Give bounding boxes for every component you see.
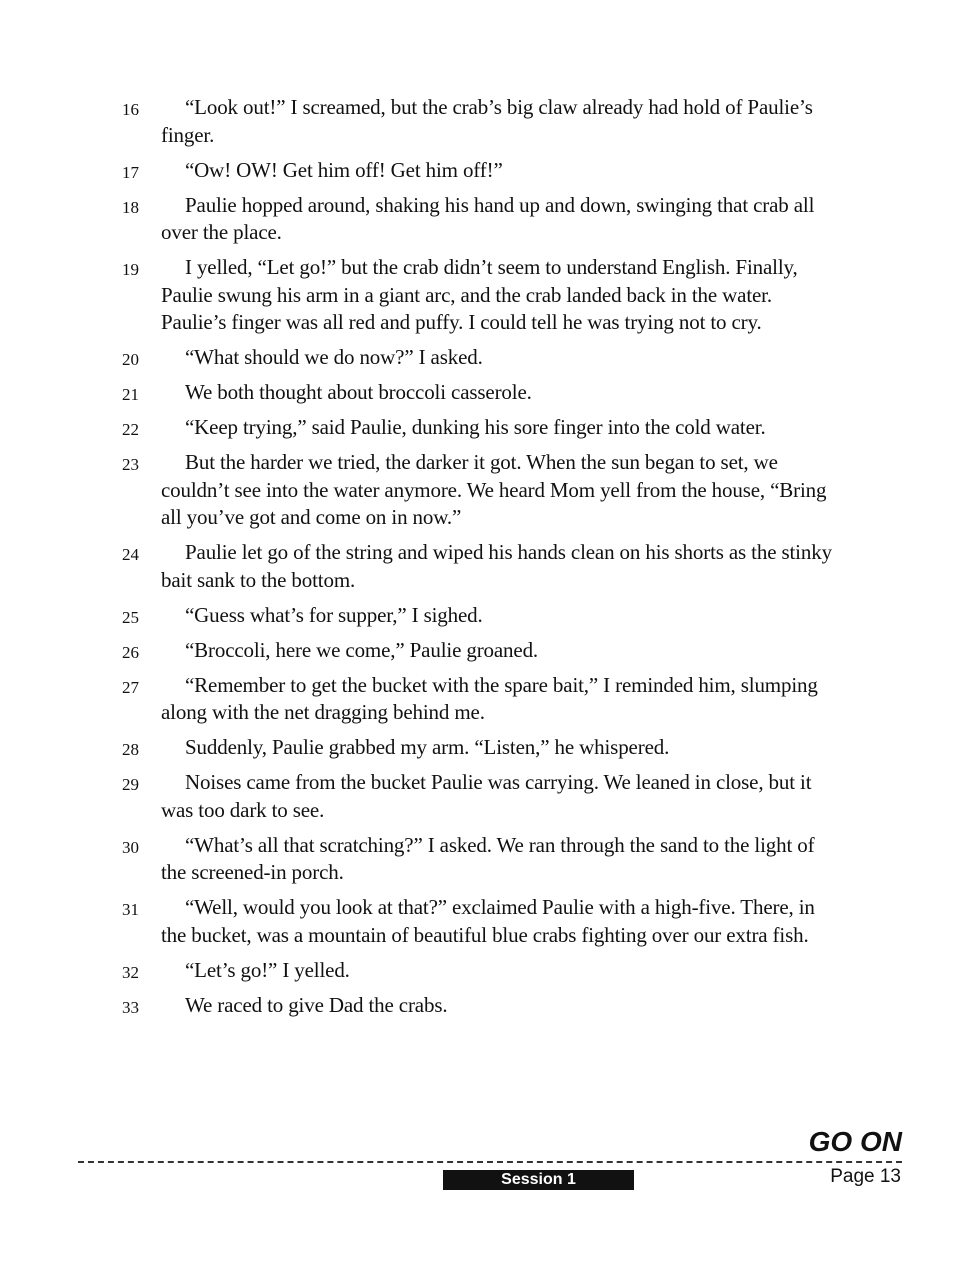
paragraph-text: Suddenly, Paulie grabbed my arm. “Listen,” he whispered. [185, 735, 670, 759]
paragraph-number: 25 [122, 607, 139, 627]
paragraph-number: 22 [122, 420, 139, 439]
session-label: Session 1 [443, 1170, 634, 1190]
paragraph [115, 539, 835, 594]
paragraph-text: But the harder we tried, the darker it got. When the sun began to set, we couldn’t see into the water anymore. We heard Mom yell from the house, “Bring all you’ve got and come on in now.” [161, 450, 827, 529]
paragraph-number: 28 [122, 740, 139, 759]
paragraph-text: Paulie hopped around, shaking his hand up and down, swinging that crab all over the place. [161, 192, 815, 244]
story-passage [115, 94, 835, 1027]
paragraph [115, 734, 835, 762]
paragraph-text: “Ow! OW! Get him off! Get him off!” [185, 157, 503, 182]
paragraph-text: “Remember to get the bucket with the spare bait,” I reminded him, slumping along with the net dragging behind me. [161, 672, 818, 724]
paragraph [115, 449, 835, 532]
paragraph-text: We both thought about broccoli casserole. [185, 380, 532, 404]
paragraph-text: “Look out!” I screamed, but the crab’s big claw already had hold of Paulie’s finger. [161, 95, 813, 147]
paragraph [115, 602, 835, 630]
paragraph [115, 379, 835, 407]
paragraph-text: “Let’s go!” I yelled. [185, 957, 350, 982]
paragraph-number: 31 [122, 900, 139, 919]
paragraph [115, 254, 835, 337]
paragraph-text: I yelled, “Let go!” but the crab didn’t seem to understand English. Finally, Paulie swung his arm in a giant arc, and the crab landed back in the water. Paulie’s finger was all red and puffy. I could tell he was trying not to cry. [161, 255, 798, 334]
paragraph-text: “Keep trying,” said Paulie, dunking his sore finger into the cold water. [185, 415, 766, 439]
paragraph [115, 832, 835, 887]
paragraph [115, 672, 835, 727]
paragraph [115, 957, 835, 985]
paragraph-text: “What’s all that scratching?” I asked. We ran through the sand to the light of the screened-in porch. [161, 832, 815, 884]
paragraph [115, 992, 835, 1020]
paragraph-text: Paulie let go of the string and wiped his hands clean on his shorts as the stinky bait sank to the bottom. [161, 540, 832, 592]
paragraph [115, 769, 835, 824]
paragraph-number: 24 [122, 545, 139, 564]
paragraph-number: 27 [122, 677, 139, 697]
go-on-label: GO ON [808, 1126, 902, 1157]
paragraph-text: “Broccoli, here we come,” Paulie groaned. [185, 637, 539, 662]
paragraph-text: We raced to give Dad the crabs. [185, 992, 448, 1017]
paragraph-number: 30 [122, 837, 139, 857]
paragraph-text: “Guess what’s for supper,” I sighed. [185, 602, 483, 627]
paragraph [115, 414, 835, 442]
paragraph-number: 21 [122, 385, 139, 404]
page-number: Page 13 [830, 1166, 901, 1187]
paragraph [115, 157, 835, 185]
paragraph-number: 23 [122, 455, 139, 474]
paragraph [115, 637, 835, 665]
paragraph-number: 33 [122, 997, 139, 1017]
paragraph [115, 192, 835, 247]
paragraph-number: 32 [122, 962, 139, 982]
paragraph-number: 16 [122, 100, 139, 119]
paragraph-text: “Well, would you look at that?” exclaimed Paulie with a high-five. There, in the bucket, was a mountain of beautiful blue crabs fighting over our extra fish. [161, 895, 815, 947]
paragraph-text: Noises came from the bucket Paulie was carrying. We leaned in close, but it was too dark to see. [161, 770, 812, 822]
footer-divider [78, 1161, 902, 1163]
paragraph-number: 20 [122, 350, 139, 369]
paragraph-text: “What should we do now?” I asked. [185, 345, 483, 369]
paragraph-number: 26 [122, 642, 139, 662]
paragraph-number: 19 [122, 260, 139, 279]
paragraph-number: 29 [122, 775, 139, 794]
paragraph-number: 18 [122, 197, 139, 217]
paragraph-number: 17 [122, 162, 139, 182]
paragraph [115, 94, 835, 149]
paragraph [115, 894, 835, 949]
paragraph [115, 344, 835, 372]
